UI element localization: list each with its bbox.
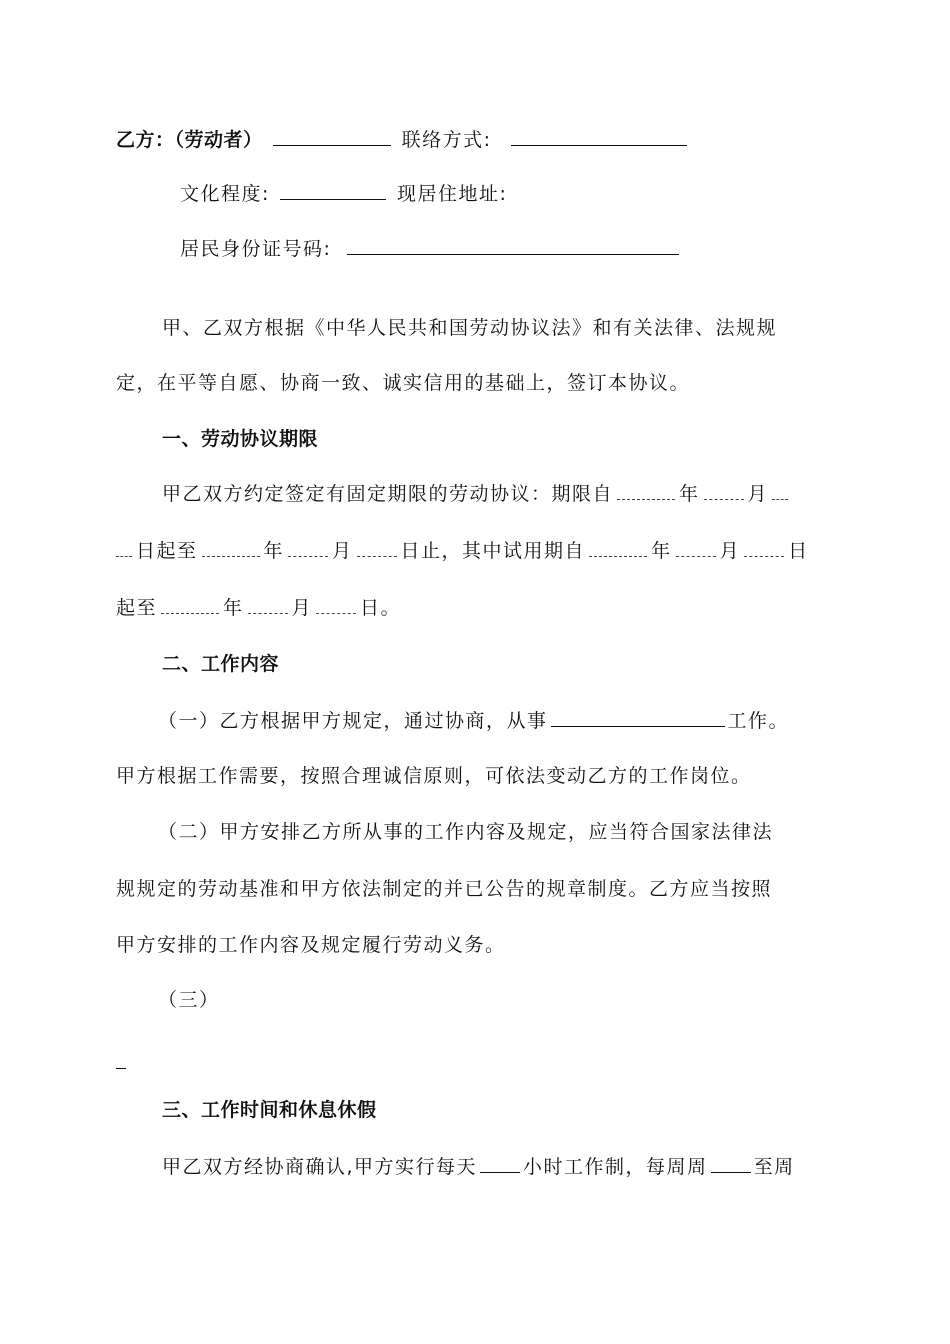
party-b-line bbox=[116, 126, 690, 152]
start-year-field[interactable] bbox=[617, 483, 675, 500]
work-item-1-line-2: 甲方根据工作需要，按照合理诚信原则，可依法变动乙方的工作岗位。 bbox=[116, 765, 752, 787]
party-b-label: 乙方：（劳动者） bbox=[116, 129, 263, 151]
blank-underline-mark[interactable] bbox=[116, 1068, 126, 1069]
work-item-1-line-1: （一）乙方根据甲方规定，通过协商，从事 工作。 bbox=[158, 707, 789, 733]
section-3-title: 三、工作时间和休息休假 bbox=[162, 1099, 377, 1121]
probation-end-month-field[interactable] bbox=[248, 597, 288, 614]
term-line-2: 日起至 年 月 日止，其中试用期自 年 月 日 bbox=[112, 539, 809, 563]
section-2-title: 二、工作内容 bbox=[162, 653, 280, 675]
work-item-2-line-2: 规规定的劳动基准和甲方依法制定的并已公告的规章制度。乙方应当按照 bbox=[116, 878, 773, 900]
section-1-title: 一、劳动协议期限 bbox=[162, 428, 319, 450]
start-month-field[interactable] bbox=[704, 483, 744, 500]
contact-label: 联络方式: bbox=[401, 129, 492, 151]
id-label: 居民身份证号码: bbox=[180, 238, 332, 260]
probation-end-year-field[interactable] bbox=[161, 597, 219, 614]
work-item-3: （三） bbox=[158, 989, 220, 1011]
hours-per-day-field[interactable] bbox=[480, 1153, 520, 1173]
probation-start-day-field[interactable] bbox=[744, 540, 784, 557]
education-label: 文化程度: bbox=[180, 183, 270, 205]
probation-start-month-field[interactable] bbox=[676, 540, 716, 557]
end-month-field[interactable] bbox=[288, 540, 328, 557]
term-line-3: 起至 年 月 日。 bbox=[116, 597, 402, 619]
address-label: 现居住地址: bbox=[397, 183, 508, 205]
probation-end-day-field[interactable] bbox=[316, 597, 356, 614]
work-item-2-line-1: （二）甲方安排乙方所从事的工作内容及规定，应当符合国家法律法 bbox=[158, 821, 774, 843]
education-field[interactable] bbox=[280, 180, 386, 200]
work-item-2-line-3: 甲方安排的工作内容及规定履行劳动义务。 bbox=[116, 934, 506, 956]
education-line bbox=[180, 180, 507, 206]
end-day-field[interactable] bbox=[357, 540, 397, 557]
term-line-1: 甲乙双方约定签定有固定期限的劳动协议：期限自 年 月 bbox=[162, 482, 792, 506]
contact-field[interactable] bbox=[511, 126, 687, 146]
intro-line-1: 甲、乙双方根据《中华人民共和国劳动协议法》和有关法律、法规规 bbox=[162, 317, 778, 339]
party-b-name-field[interactable] bbox=[273, 126, 391, 146]
work-hours-line-1: 甲乙双方经协商确认,甲方实行每天 小时工作制，每周周 至周 bbox=[162, 1153, 795, 1179]
id-line bbox=[180, 235, 682, 261]
start-day-field-a[interactable] bbox=[772, 483, 788, 500]
start-day-field-b[interactable] bbox=[116, 540, 132, 557]
probation-start-year-field[interactable] bbox=[589, 540, 647, 557]
end-year-field[interactable] bbox=[202, 540, 260, 557]
id-field[interactable] bbox=[347, 235, 679, 255]
intro-line-2: 定，在平等自愿、协商一致、诚实信用的基础上，签订本协议。 bbox=[116, 372, 691, 394]
week-start-day-field[interactable] bbox=[711, 1153, 751, 1173]
job-field[interactable] bbox=[551, 707, 725, 727]
